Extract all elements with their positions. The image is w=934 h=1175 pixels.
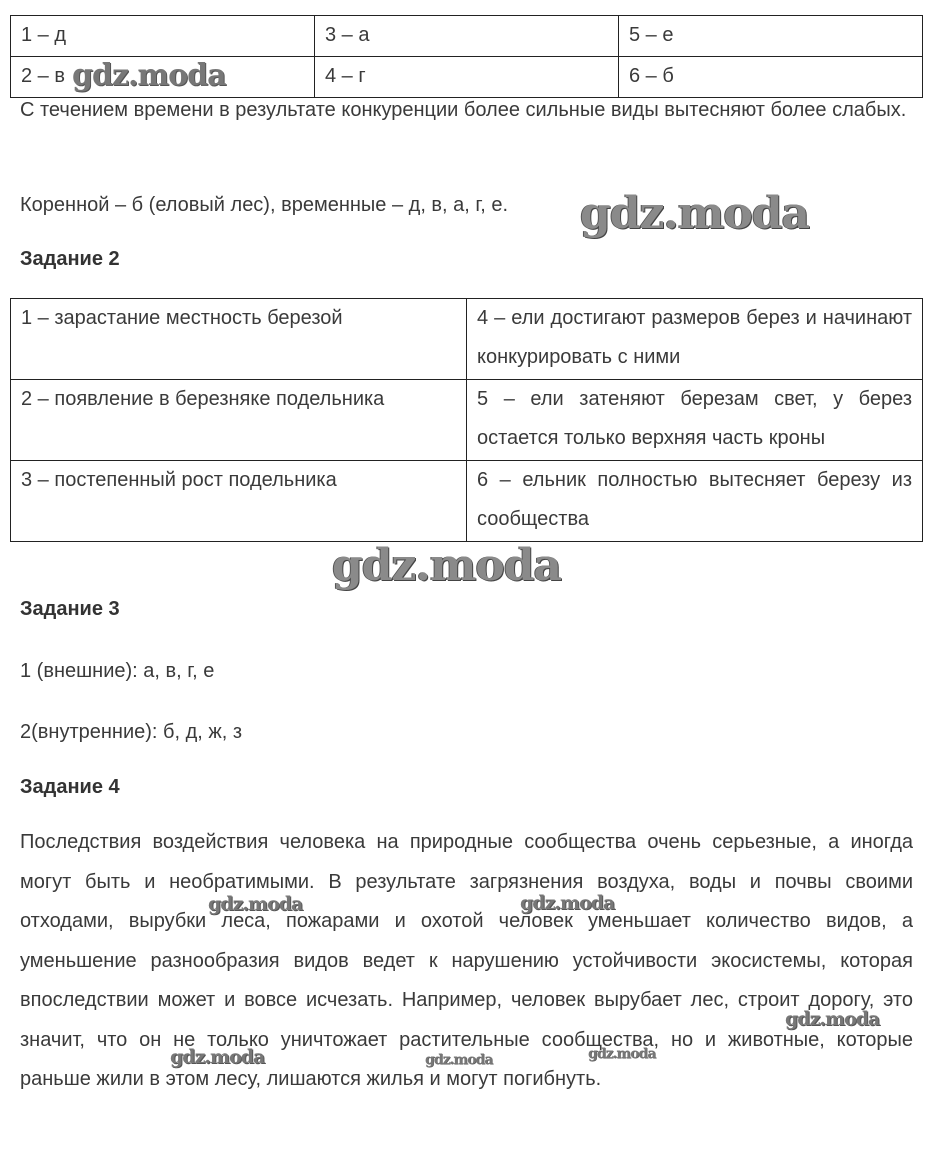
- table-cell: 2 – в: [11, 57, 315, 98]
- table-cell: 6 – ельник полностью вытесняет березу из сообщества: [467, 461, 923, 542]
- table-cell: 5 – е: [619, 16, 923, 57]
- watermark-logo: gdz.moda: [520, 892, 615, 914]
- task-4-heading: Задание 4: [20, 776, 120, 798]
- paragraph-competition: С течением времени в результате конкуренции более сильные виды вытесняют более слабых.: [20, 99, 907, 121]
- task-3-answer-internal: 2(внутренние): б, д, ж, з: [20, 721, 243, 743]
- table-cell: 1 – зарастание местность березой: [11, 299, 467, 380]
- watermark-logo: gdz.moda: [332, 540, 562, 591]
- table-row: [11, 461, 923, 542]
- watermark-logo: gdz.moda: [580, 188, 810, 239]
- table-cell: 5 – ели затеняют березам свет, у берез остается только верхняя часть кроны: [467, 380, 923, 461]
- task-4-answer-text: Последствия воздействия человека на природные сообщества очень серьезные, а иногда могут быть и необратимыми. В результате загрязнения воздуха, воды и почвы своими отходами, вырубки леса, пожарами и охотой человек уменьшает количество видов, а уменьшение разнообразия видов ведет к нарушению устойчивости экосистемы, которая впоследствии может и вовсе исчезать. Например, человек вырубает лес, строит дорогу, это значит, что он не только уничтожает растительные сообщества, но и животные, которые раньше жили в этом лесу, лишаются жилья и могут погибнуть.: [20, 831, 913, 1090]
- watermark-logo: gdz.moda: [208, 893, 303, 915]
- table-cell: 4 – ели достигают размеров берез и начинают конкурировать с ними: [467, 299, 923, 380]
- task-3-heading: Задание 3: [20, 598, 120, 620]
- watermark-logo: gdz.moda: [170, 1046, 265, 1068]
- table-cell: 2 – появление в березняке подельника: [11, 380, 467, 461]
- watermark-logo: gdz.moda: [72, 58, 226, 93]
- table-cell: 3 – а: [315, 16, 619, 57]
- table-cell: 6 – б: [619, 57, 923, 98]
- paragraph-succession: Коренной – б (еловый лес), временные – д, в, а, г, е.: [20, 194, 509, 216]
- answer-table-2: [10, 298, 923, 542]
- watermark-logo: gdz.moda: [588, 1046, 656, 1062]
- table-row: [11, 299, 923, 380]
- table-row: [11, 380, 923, 461]
- task-2-heading: Задание 2: [20, 248, 120, 270]
- watermark-logo: gdz.moda: [785, 1008, 880, 1030]
- task-3-answer-external: 1 (внешние): а, в, г, е: [20, 660, 215, 682]
- table-row: [11, 16, 923, 57]
- table-cell: 1 – д: [11, 16, 315, 57]
- watermark-logo: gdz.moda: [425, 1052, 493, 1068]
- table-cell: 3 – постепенный рост подельника: [11, 461, 467, 542]
- table-cell: 4 – г: [315, 57, 619, 98]
